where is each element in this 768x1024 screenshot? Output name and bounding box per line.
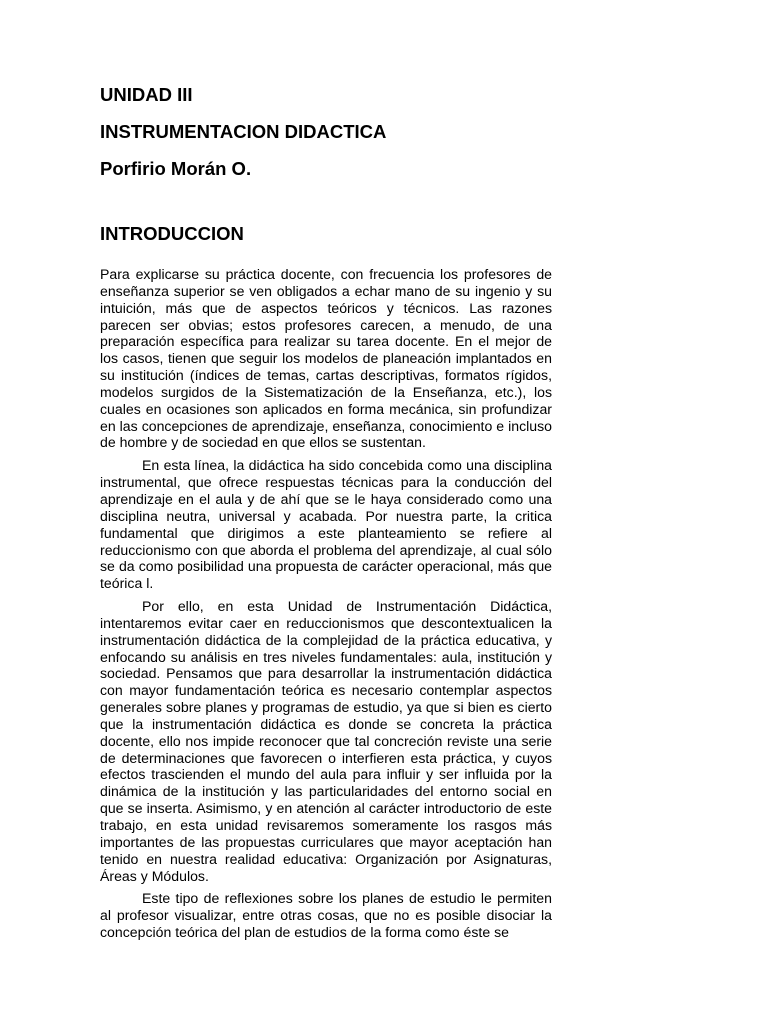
paragraph: En esta línea, la didáctica ha sido concebida como una disciplina instrumental, que ofrece respuestas técnicas para la conducción del aprendizaje en el aula y de ahí que se le haya considerado como una disciplina neutra, universal y acabada. Por nuestra parte, la critica fundamental que dirigimos a este planteamiento se refiere al reduccionismo con que aborda el problema del aprendizaje, al cual sólo se da como posibilidad una propuesta de carácter operacional, más que teórica l. [100,457,552,592]
document-title: INSTRUMENTACION DIDACTICA [100,121,387,142]
paragraph: Este tipo de reflexiones sobre los planes de estudio le permiten al profesor visualizar, entre otras cosas, que no es posible disociar la concepción teórica del plan de estudios de la forma como éste se [100,890,552,941]
author-name: Porfirio Morán O. [100,158,252,179]
document-page [100,84,552,941]
unit-heading: UNIDAD III [100,84,193,105]
paragraph: Por ello, en esta Unidad de Instrumentación Didáctica, intentaremos evitar caer en reduccionismos que descontextualicen la instrumentación didáctica de la complejidad de la práctica educativa, y enfocando su análisis en tres niveles fundamentales: aula, institución y sociedad. Pensamos que para desarrollar la instrumentación didáctica con mayor fundamentación teórica es necesario contemplar aspectos generales sobre planes y programas de estudio, ya que si bien es cierto que la instrumentación didáctica es donde se concreta la práctica docente, ello nos impide reconocer que tal concreción reviste una serie de determinaciones que favorecen o interfieren esta práctica, y cuyos efectos trascienden el mundo del aula para influir y ser influida por la dinámica de la institución y las particularidades del entorno social en que se inserta. Asimismo, y en atención al carácter introductorio de este trabajo, en esta unidad revisaremos someramente los rasgos más importantes de las propuestas curriculares que mayor aceptación han tenido en nuestra realidad educativa: Organización por Asignaturas, Áreas y Módulos. [100,598,552,884]
paragraph: Para explicarse su práctica docente, con frecuencia los profesores de enseñanza superior se ven obligados a echar mano de su ingenio y su intuición, más que de aspectos teóricos y técnicos. Las razones parecen ser obvias; estos profesores carecen, a menudo, de una preparación específica para realizar su tarea docente. En el mejor de los casos, tienen que seguir los modelos de planeación implantados en su institución (índices de temas, cartas descriptivas, formatos rígidos, modelos surgidos de la Sistematización de la Enseñanza, etc.), los cuales en ocasiones son aplicados en forma mecánica, sin profundizar en las concepciones de aprendizaje, enseñanza, conocimiento e incluso de hombre y de sociedad en que ellos se sustentan. [100,266,552,451]
section-heading: INTRODUCCION [100,223,244,244]
